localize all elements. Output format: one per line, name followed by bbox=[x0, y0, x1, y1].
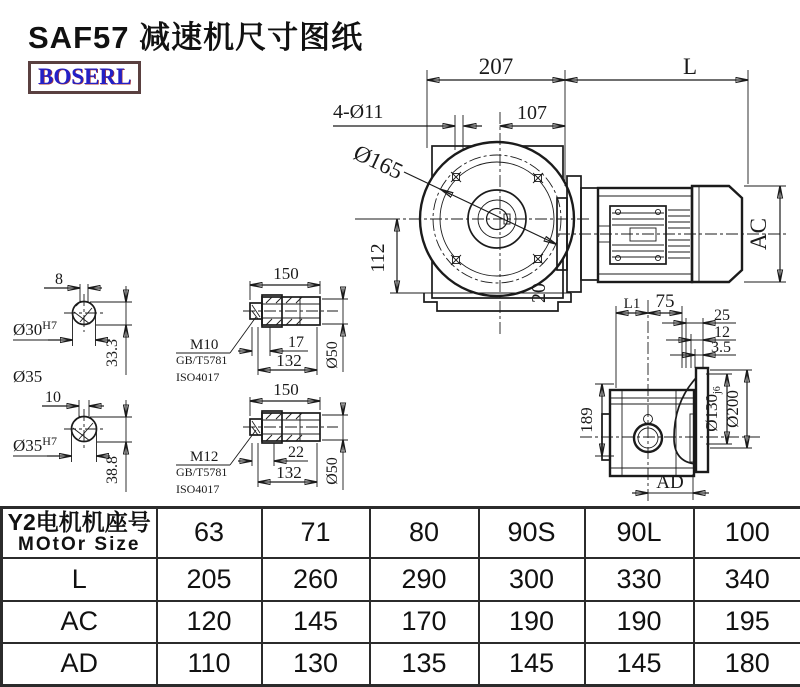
dim-25-12-35 bbox=[662, 307, 736, 368]
svg-text:Ø200: Ø200 bbox=[723, 390, 742, 428]
svg-text:22: 22 bbox=[288, 444, 304, 461]
svg-text:33.3: 33.3 bbox=[104, 339, 121, 367]
svg-text:GB/T5781: GB/T5781 bbox=[176, 353, 227, 367]
svg-text:132: 132 bbox=[276, 351, 302, 370]
dim-189 bbox=[577, 384, 614, 456]
cell: 135 bbox=[370, 643, 479, 686]
cell: 110 bbox=[157, 643, 262, 686]
svg-text:107: 107 bbox=[517, 102, 547, 124]
svg-text:ISO4017: ISO4017 bbox=[176, 482, 219, 496]
dim-bolt-holes bbox=[333, 101, 482, 150]
cell: 145 bbox=[262, 601, 370, 643]
svg-text:GB/T5781: GB/T5781 bbox=[176, 465, 227, 479]
table-header-row bbox=[2, 508, 800, 558]
cell: 205 bbox=[157, 558, 262, 601]
svg-text:3.5: 3.5 bbox=[711, 339, 731, 356]
col-header: 63 bbox=[157, 508, 262, 558]
bore-section-30 bbox=[13, 271, 132, 375]
col-header: 90L bbox=[585, 508, 694, 558]
svg-text:25: 25 bbox=[714, 307, 730, 324]
cell: 190 bbox=[585, 601, 694, 643]
top-view bbox=[602, 368, 708, 476]
dim-L bbox=[565, 54, 748, 184]
svg-text:ISO4017: ISO4017 bbox=[176, 370, 219, 384]
shaft-dia-label: Ø35 bbox=[13, 367, 42, 386]
row-label: AD bbox=[2, 643, 157, 686]
svg-text:Ø130j6: Ø130j6 bbox=[702, 386, 723, 432]
svg-text:Ø50: Ø50 bbox=[324, 457, 341, 485]
svg-text:189: 189 bbox=[577, 407, 596, 433]
svg-text:10: 10 bbox=[45, 389, 61, 406]
cell: 170 bbox=[370, 601, 479, 643]
svg-text:12: 12 bbox=[714, 324, 730, 341]
col-header: 71 bbox=[262, 508, 370, 558]
hollow-shaft-2 bbox=[176, 380, 348, 496]
cell: 120 bbox=[157, 601, 262, 643]
svg-text:112: 112 bbox=[367, 243, 389, 272]
motor-size-header bbox=[2, 508, 157, 558]
dimension-table bbox=[0, 506, 800, 687]
row-label: L bbox=[2, 558, 157, 601]
svg-text:132: 132 bbox=[276, 463, 302, 482]
svg-text:207: 207 bbox=[479, 54, 514, 79]
bore-section-35 bbox=[13, 389, 132, 492]
svg-text:75: 75 bbox=[656, 291, 675, 312]
header-cn: Y2电机机座号 bbox=[3, 510, 156, 534]
col-header: 100 bbox=[694, 508, 800, 558]
front-view-flange bbox=[420, 142, 574, 298]
header-en: MOtOr Size bbox=[3, 534, 156, 556]
table-row-AC bbox=[2, 601, 800, 643]
page-title: SAF57 减速机尺寸图纸 bbox=[28, 12, 363, 57]
cell: 145 bbox=[585, 643, 694, 686]
cell: 290 bbox=[370, 558, 479, 601]
svg-text:M12: M12 bbox=[190, 449, 218, 465]
cell: 180 bbox=[694, 643, 800, 686]
cell: 330 bbox=[585, 558, 694, 601]
brand-logo: BOSERL bbox=[28, 61, 141, 94]
row-label: AC bbox=[2, 601, 157, 643]
cell: 195 bbox=[694, 601, 800, 643]
svg-text:38.8: 38.8 bbox=[104, 456, 121, 484]
svg-text:M10: M10 bbox=[190, 337, 218, 353]
table-row-L bbox=[2, 558, 800, 601]
svg-text:L1: L1 bbox=[624, 296, 641, 312]
col-header: 80 bbox=[370, 508, 479, 558]
svg-text:Ø50: Ø50 bbox=[324, 341, 341, 369]
cell: 145 bbox=[479, 643, 585, 686]
dim-112 bbox=[355, 219, 428, 293]
cell: 130 bbox=[262, 643, 370, 686]
svg-text:Ø30H7: $Ø30^{H7}$ bbox=[13, 318, 57, 339]
svg-text:8: 8 bbox=[55, 271, 63, 288]
svg-text:4-Ø11: 4-Ø11 bbox=[333, 101, 383, 123]
cell: 300 bbox=[479, 558, 585, 601]
svg-text:Ø165: Ø165 bbox=[350, 140, 407, 184]
svg-text:AD: AD bbox=[656, 472, 683, 493]
dim-107 bbox=[500, 102, 565, 126]
centerlines bbox=[64, 112, 788, 502]
svg-text:Ø35H7: $Ø35^{H7}$ bbox=[13, 434, 57, 455]
hollow-shaft-1 bbox=[176, 264, 348, 384]
cell: 340 bbox=[694, 558, 800, 601]
dim-20 bbox=[528, 283, 550, 303]
cell: 190 bbox=[479, 601, 585, 643]
svg-text:17: 17 bbox=[288, 334, 304, 351]
dim-AC bbox=[744, 186, 786, 282]
svg-text:L: L bbox=[683, 54, 697, 79]
svg-text:20: 20 bbox=[528, 283, 550, 303]
svg-text:150: 150 bbox=[273, 380, 299, 399]
svg-text:150: 150 bbox=[273, 264, 299, 283]
table-row-AD bbox=[2, 643, 800, 686]
col-header: 90S bbox=[479, 508, 585, 558]
svg-text:AC: AC bbox=[746, 218, 771, 250]
dim-L1-75 bbox=[616, 291, 682, 388]
cell: 260 bbox=[262, 558, 370, 601]
